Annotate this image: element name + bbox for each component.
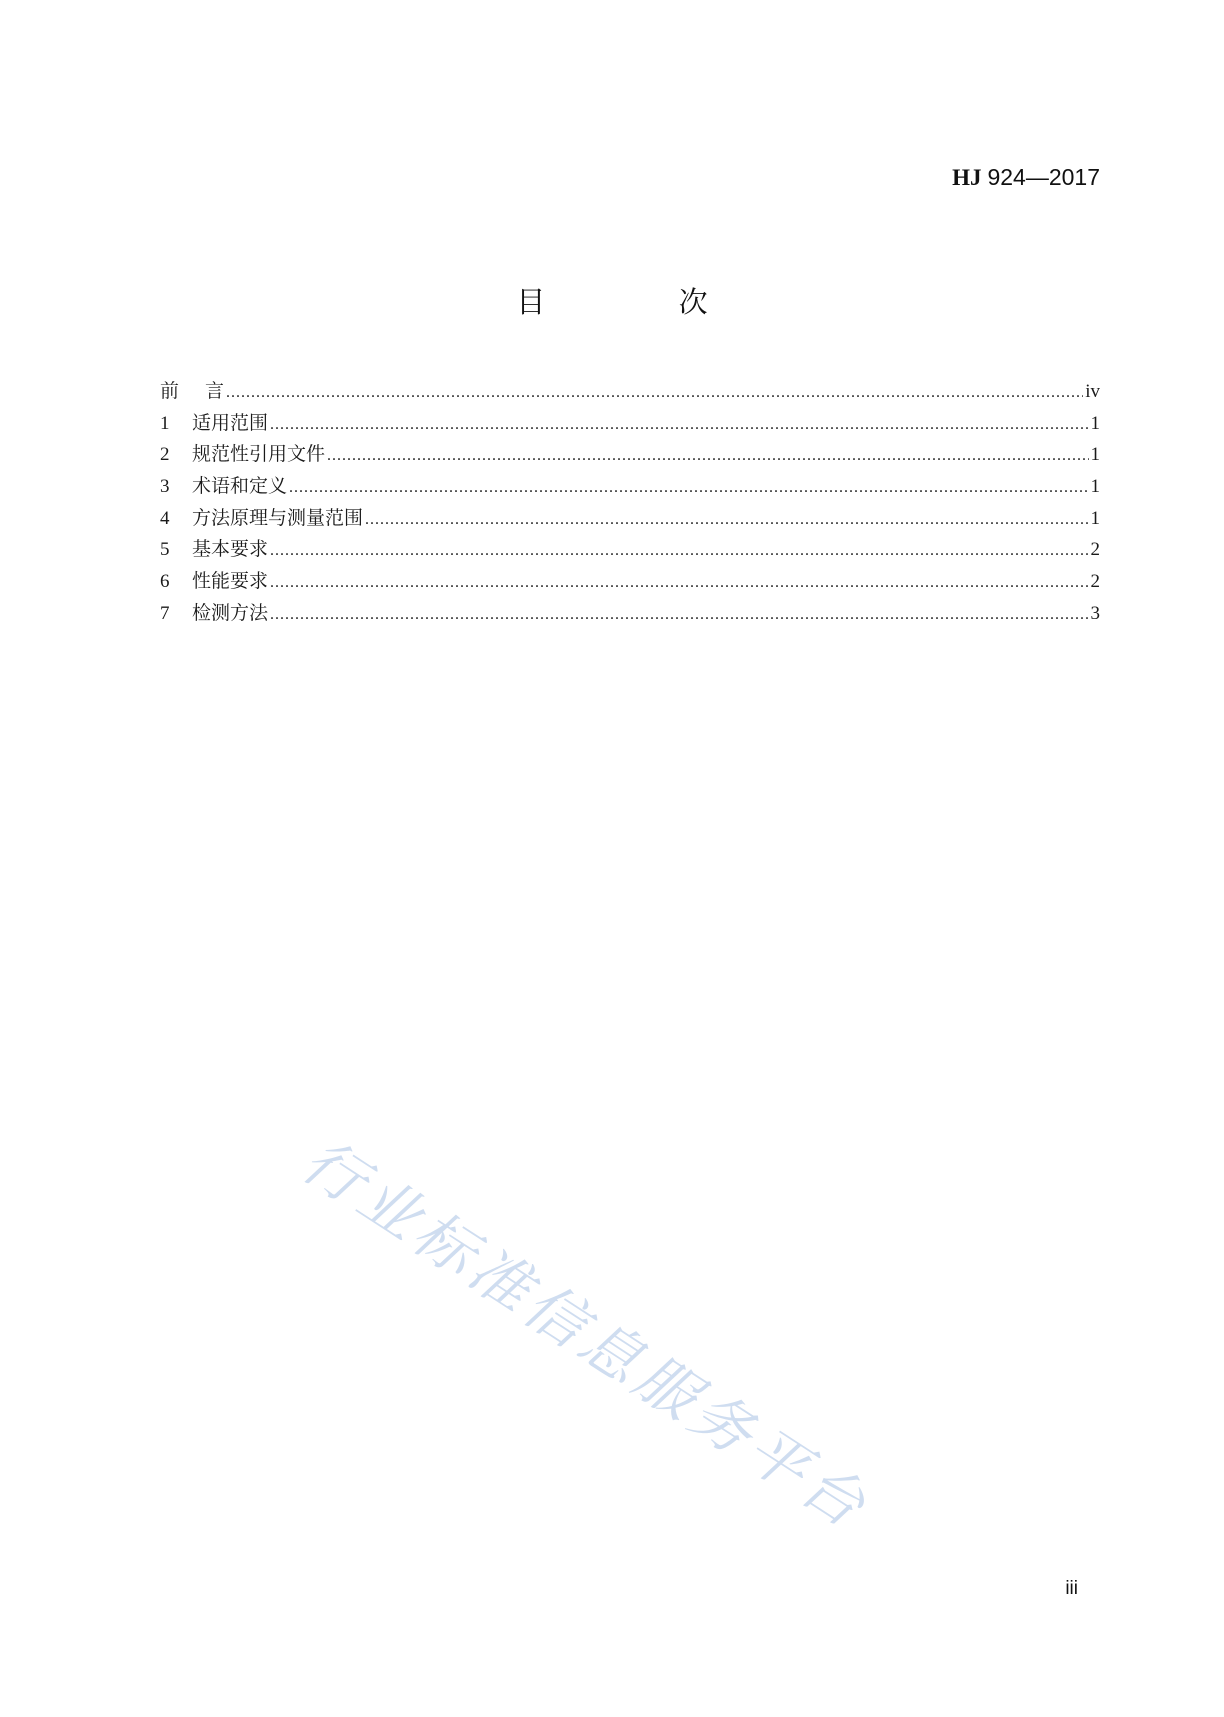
toc-entry-page: 1 xyxy=(1090,412,1100,434)
toc-entry-page: 2 xyxy=(1090,571,1100,593)
toc-entry-1[interactable] xyxy=(160,408,1100,440)
toc-entry-number: 6 xyxy=(160,571,170,593)
document-code-prefix: HJ xyxy=(952,165,982,190)
toc-entry-2[interactable] xyxy=(160,439,1100,471)
watermark-text: 行业标准信息服务平台 xyxy=(289,1125,882,1545)
toc-entry-number: 7 xyxy=(160,602,170,624)
toc-entry-6[interactable] xyxy=(160,566,1100,598)
toc-entry-label: 规范性引用文件 xyxy=(192,443,326,466)
toc-entry-number: 1 xyxy=(160,412,170,434)
toc-entry-number: 2 xyxy=(160,444,170,466)
toc-leader-dots xyxy=(365,504,1088,536)
toc-leader-dots xyxy=(327,440,1088,472)
toc-entry-number: 5 xyxy=(160,539,170,561)
toc-entry-page: 1 xyxy=(1090,444,1100,466)
toc-entry-label: 检测方法 xyxy=(192,601,269,624)
toc-entry-page: 3 xyxy=(1090,602,1100,624)
toc-entry-4[interactable] xyxy=(160,503,1100,535)
toc-entry-number: 4 xyxy=(160,507,170,529)
toc-entry-page: iv xyxy=(1085,381,1100,402)
toc-list xyxy=(160,376,1100,630)
toc-leader-dots xyxy=(270,567,1088,599)
toc-entry-preface[interactable] xyxy=(160,376,1100,408)
toc-entry-label: 适用范围 xyxy=(192,411,269,434)
toc-entry-label: 前言 xyxy=(160,380,251,402)
toc-entry-label: 术语和定义 xyxy=(192,475,288,498)
toc-entry-label: 性能要求 xyxy=(192,570,269,593)
toc-entry-page: 2 xyxy=(1090,539,1100,561)
document-code-number: 924—2017 xyxy=(987,164,1100,190)
toc-leader-dots xyxy=(270,599,1088,631)
toc-entry-5[interactable] xyxy=(160,534,1100,566)
toc-title: 目 次 xyxy=(516,285,770,319)
toc-entry-page: 1 xyxy=(1090,476,1100,498)
toc-leader-dots xyxy=(289,472,1088,504)
toc-leader-dots xyxy=(270,409,1088,441)
toc-entry-page: 1 xyxy=(1090,507,1100,529)
toc-entry-number: 3 xyxy=(160,476,170,498)
page-number: iii xyxy=(1065,1578,1078,1599)
toc-entry-7[interactable] xyxy=(160,598,1100,630)
document-code xyxy=(952,164,1100,191)
toc-entry-label: 方法原理与测量范围 xyxy=(192,506,364,529)
toc-entry-3[interactable] xyxy=(160,471,1100,503)
toc-leader-dots xyxy=(226,377,1083,409)
toc-leader-dots xyxy=(270,535,1088,567)
toc-entry-label: 基本要求 xyxy=(192,538,269,561)
